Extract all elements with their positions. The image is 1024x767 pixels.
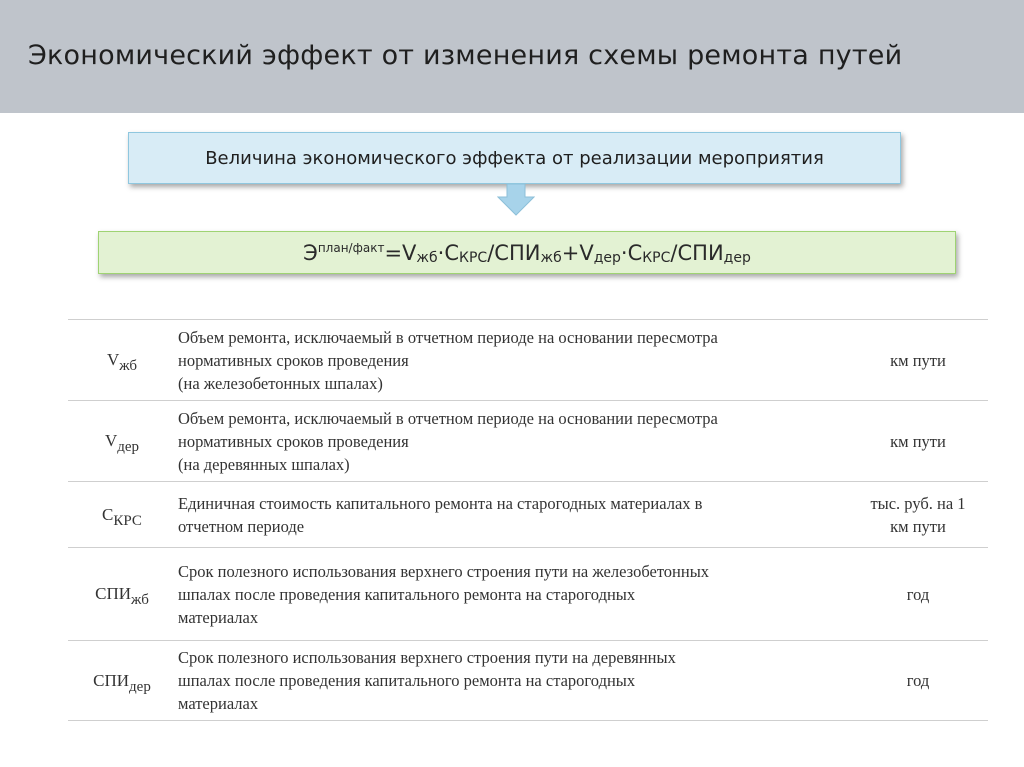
formula-equals: = [384, 240, 403, 265]
row-unit: год [848, 641, 988, 721]
formula-lhs: Э [303, 240, 318, 265]
down-arrow-icon [497, 184, 535, 216]
effect-banner [128, 132, 901, 184]
row-description: Срок полезного использования верхнего строения пути на деревянных шпалах после проведения капитального ремонта на старогодных материалах [176, 641, 848, 721]
row-unit: км пути [848, 401, 988, 482]
formula-spi1-sub: жб [540, 249, 562, 266]
row-symbol: $V_{жб}$ [68, 320, 176, 401]
formula-slash2: / [670, 240, 678, 265]
slide-title: Экономический эффект от изменения схемы ремонта путей [28, 40, 903, 71]
formula-dot2: · [620, 240, 628, 265]
formula-v2: V [579, 240, 594, 265]
table-row [68, 548, 988, 641]
formula-box [98, 231, 956, 274]
formula [99, 232, 955, 273]
slide-header [0, 0, 1024, 113]
formula-c1: С [444, 240, 460, 265]
row-description: Единичная стоимость капитального ремонта на старогодных материалах в отчетном периоде [176, 482, 848, 548]
row-description: Объем ремонта, исключаемый в отчетном периоде на основании пересмотра нормативных сроков проведения (на деревянных шпалах) [176, 401, 848, 482]
formula-dot1: · [437, 240, 445, 265]
row-symbol: $СПИ_{жб}$ [68, 548, 176, 641]
row-description: Срок полезного использования верхнего строения пути на железобетонных шпалах после проведения капитального ремонта на старогодных материалах [176, 548, 848, 641]
formula-plus: + [561, 240, 580, 265]
row-description: Объем ремонта, исключаемый в отчетном периоде на основании пересмотра нормативных сроков проведения (на железобетонных шпалах) [176, 320, 848, 401]
formula-spi2-sub: дер [723, 249, 751, 266]
row-unit: тыс. руб. на 1 км пути [848, 482, 988, 548]
row-unit: км пути [848, 320, 988, 401]
row-symbol: $V_{дер}$ [68, 401, 176, 482]
formula-v1: V [402, 240, 417, 265]
definitions-table [68, 319, 988, 721]
formula-spi2: СПИ [677, 240, 724, 265]
formula-lhs-sup: план/факт [317, 240, 385, 255]
formula-c2-sub: КРС [642, 249, 671, 266]
banner-text: Величина экономического эффекта от реализации мероприятия [205, 147, 824, 169]
table-row [68, 401, 988, 482]
formula-c1-sub: КРС [459, 249, 488, 266]
row-symbol: $С_{КРС}$ [68, 482, 176, 548]
table-row [68, 482, 988, 548]
formula-v2-sub: дер [593, 249, 621, 266]
row-unit: год [848, 548, 988, 641]
row-symbol: $СПИ_{дер}$ [68, 641, 176, 721]
table-row [68, 320, 988, 401]
formula-spi1: СПИ [494, 240, 541, 265]
formula-c2: С [627, 240, 643, 265]
table-row [68, 641, 988, 721]
formula-v1-sub: жб [416, 249, 438, 266]
formula-slash1: / [487, 240, 495, 265]
